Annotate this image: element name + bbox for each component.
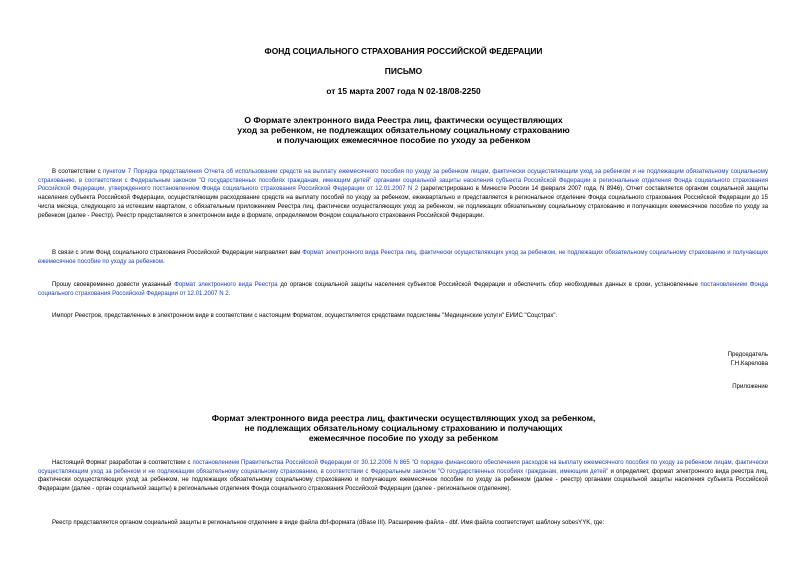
letter-title-line: уход за ребенком, не подлежащих обязательному социальному страхованию: [237, 125, 570, 136]
paragraph-text: Настоящий Формат разработан в соответствии с: [52, 460, 193, 466]
signatory-position: Председатель: [727, 351, 768, 358]
paragraph-5: [38, 459, 768, 494]
paragraph-6: Реестр представляется органом социальной защиты в региональное отделение в виде файла dbf-формата (dBase III). Расширение файла - dbf. Имя файла соответствует шаблону sobesYYK, где:: [52, 520, 605, 526]
paragraph-text: до органов социальной защиты населения субъектов Российской Федерации и обеспечить сбор необходимых данных в сроки, установленные: [277, 282, 701, 288]
link-fss-resolution[interactable]: постановлением Фонда социального страхования Российской Федерации от 12.01.2007 N 2: [38, 282, 768, 297]
letter-title: [0, 115, 807, 146]
format-title: [0, 413, 807, 444]
paragraph-text: .: [162, 258, 165, 265]
paragraph-text: Прошу своевременно довести указанный: [52, 282, 175, 288]
paragraph-3: [38, 281, 768, 298]
paragraph-text: (зарегистрировано в Минюсте России 14 февраля 2007 года, N 8946), Отчет составляется органом социальной защиты населения субъекта Российской Федерации, осуществляющим расходование средств на выплату пособий по уходу за ребенком, ежеквартально и представляется в региональное отделение Фонда социального страхования Российской Федерации до 15 числа месяца, следующего за истекшим кварталом, с обязательным приложением Реестра лиц, фактически осуществляющих уход за ребенком, не подлежащих обязательному социальному страхованию и получающих ежемесячное пособие по уходу за ребенком (далее - Реестр). Реестр представляется в электронном виде в формате, определяемом Фондом социального страхования Российской Федерации.: [38, 186, 768, 219]
document-date-number: от 15 марта 2007 года N 02-18/08-2250: [326, 86, 481, 96]
link-registry-format-short[interactable]: Формат электронного вида Реестра: [174, 282, 278, 288]
paragraph-text: В связи с этим Фонд социального страхования Российской Федерации направляет вам: [52, 250, 303, 256]
signature-block: [728, 351, 768, 368]
link-registry-format[interactable]: Формат электронного вида Реестра лиц, фактически осуществляющих уход за ребенком, не подлежащих обязательному социальному страхованию и получающих ежемесячное пособие по уходу за ребенком: [38, 250, 768, 265]
document-type: ПИСЬМО: [384, 66, 423, 76]
format-title-line: Формат электронного вида реестра лиц, фактически осуществляющих уход за ребенком,: [211, 413, 596, 423]
paragraph-text: и определяет, формат электронного вида реестра лиц, фактически осуществляющих уход за ребенком, не подлежащих обязательному социальному страхованию и получающих ежемесячное пособие по уходу за ребенком (далее - реестр) органами социальной защиты населения субъекта Российской Федерации (далее - орган социальной защиты) в региональные отделения Фонда социального страхования Российской Федерации (далее - региональное отделение).: [38, 468, 768, 493]
appendix-label: Приложение: [732, 383, 768, 390]
paragraph-1: [38, 168, 768, 220]
letter-title-line: и получающих ежемесячное пособие по уходу за ребенком: [276, 135, 531, 146]
organization-name: ФОНД СОЦИАЛЬНОГО СТРАХОВАНИЯ РОССИЙСКОЙ ФЕДЕРАЦИИ: [264, 46, 543, 56]
format-title-line: ежемесячное пособие по уходу за ребенком: [308, 433, 499, 444]
paragraph-text: В соответствии с: [52, 169, 103, 175]
signatory-name: Г.Н.Карелова: [730, 359, 768, 367]
paragraph-text: .: [228, 290, 231, 297]
link-procedure-point-7[interactable]: пунктом 7 Порядка представления Отчета об использовании средств на выплату ежемесячного пособия по уходу за ребенком лицам, фактически осуществляющим уход за ребенком и не подлежащим обязательному социальному страхованию, в соответствии с Федеральным законом "О государственных пособиях гражданам, имеющим детей" органами социальной защиты населения субъекта Российской Федерации в региональные отделения Фонда социального страхования Российской Федерации, утвержденного постановлением Фонда социального страхования Российской Федерации от 12.01.2007 N 2: [38, 169, 768, 193]
paragraph-4: Импорт Реестров, представленных в электронном виде в соответствии с настоящим Форматом, осуществляется средствами подсистемы "Медицинские услуги" ЕИИС "Соцстрах".: [52, 313, 558, 319]
format-title-line: не подлежащих обязательному социальному страхованию и получающих: [244, 423, 563, 434]
link-government-resolution[interactable]: постановлением Правительства Российской Федерации от 30.12.2006 N 865 "О порядке финансового обеспечения расходов на выплату ежемесячного пособия по уходу за ребенком лицам, фактически осуществляющим уход за ребенком и не подлежащим обязательному социальному страхованию, в соответствии с Федеральным законом "О государственных пособиях гражданам, имеющим детей": [38, 460, 768, 475]
paragraph-2: [38, 249, 768, 266]
letter-title-line: О Формате электронного вида Реестра лиц, фактически осуществляющих: [244, 115, 563, 125]
